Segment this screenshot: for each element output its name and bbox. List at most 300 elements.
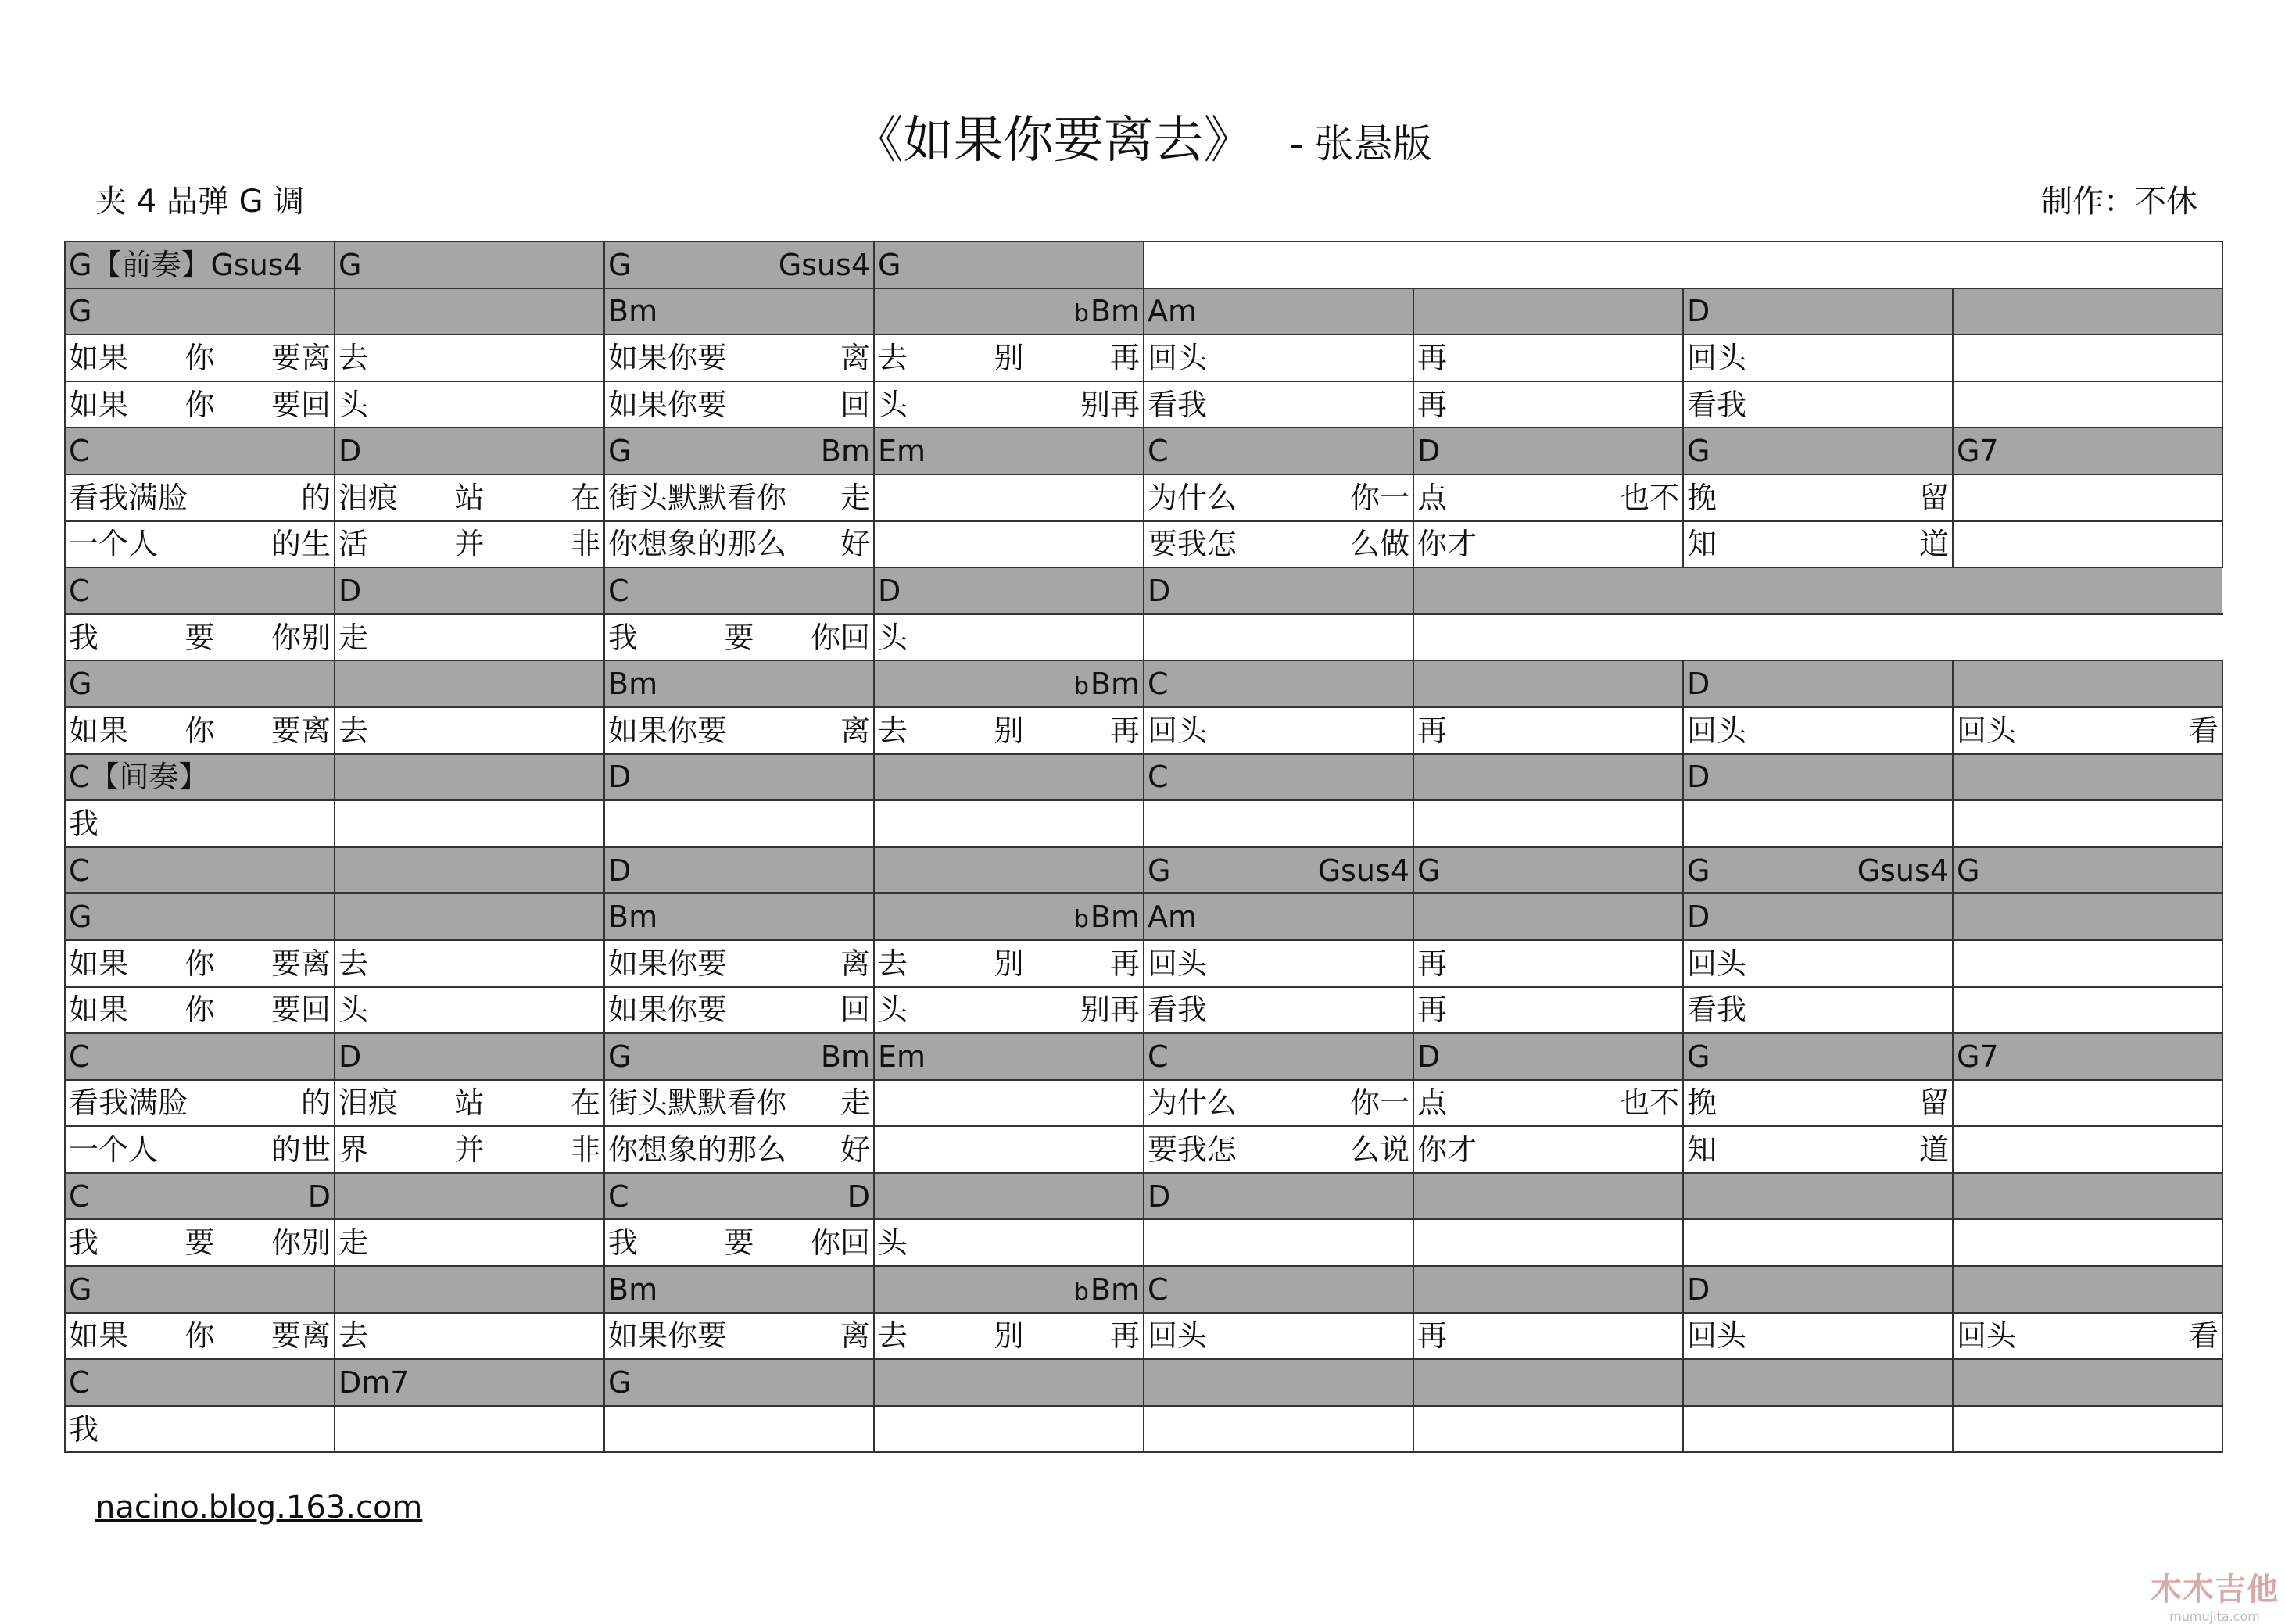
chord-cell [335, 567, 604, 614]
lyric-text: 你别 [270, 620, 331, 655]
lyric-text: 一个人 [69, 527, 159, 562]
lyric-row [65, 474, 2222, 521]
lyric-text: 如果你要 [608, 340, 728, 375]
lyric-cell [65, 707, 335, 754]
chord-label: Bm [608, 294, 658, 329]
lyric-cell [874, 1313, 1144, 1360]
lyric-text: 看 [2188, 1318, 2219, 1354]
chord-label: Gsus4 [1857, 853, 1949, 888]
lyric-text: 点 [1417, 1086, 1448, 1121]
chord-label: Bm [608, 667, 658, 702]
chord-cell [335, 893, 604, 940]
lyric-cell [1953, 381, 2222, 428]
chord-label: C [69, 853, 90, 888]
chord-cell [65, 847, 335, 894]
chord-cell [65, 893, 335, 940]
lyric-text: 再 [1417, 340, 1448, 375]
lyric-text: 去 [878, 1318, 908, 1354]
lyric-text: 要离 [270, 340, 331, 375]
lyric-text: 要 [724, 620, 754, 655]
lyric-cell [1144, 1406, 1413, 1453]
chord-label: Em [878, 1039, 926, 1074]
chord-cell [874, 660, 1144, 707]
chord-row [65, 893, 2222, 940]
lyric-cell [874, 381, 1144, 428]
lyric-text: 再 [1417, 713, 1448, 748]
chord-cell [1953, 427, 2222, 474]
chord-label: Em [878, 434, 926, 469]
lyric-text: 再 [1109, 946, 1140, 981]
chord-row [65, 754, 2222, 801]
lyric-cell [1413, 381, 1683, 428]
lyric-text: 你 [184, 387, 215, 422]
chord-cell [335, 1173, 604, 1220]
chord-cell [1683, 1173, 1953, 1220]
lyric-text: 看我满脸 [69, 480, 188, 515]
chord-cell [604, 754, 874, 801]
lyric-text: 你回 [810, 1225, 870, 1261]
lyric-text: 去 [338, 340, 369, 375]
lyric-text: 的世 [270, 1132, 331, 1168]
lyric-text: 要我怎 [1148, 527, 1237, 562]
chord-label: C [69, 1039, 90, 1074]
chord-label: D [307, 1179, 331, 1214]
chord-cell [1953, 1173, 2222, 1220]
lyric-text: 留 [1918, 1086, 1949, 1121]
lyric-text: 看我满脸 [69, 1086, 188, 1121]
lyric-text: 看 [2188, 713, 2219, 748]
lyric-cell [874, 1126, 1144, 1173]
lyric-text: 离 [840, 340, 870, 375]
chord-cell [1683, 1359, 1953, 1406]
title-version: 张悬版 [1314, 121, 1432, 166]
lyric-text: 看我 [1148, 993, 1208, 1028]
chord-cell [1144, 660, 1413, 707]
title-main: 《如果你要离去》 [853, 112, 1254, 170]
lyric-text: 回 [840, 993, 870, 1028]
lyric-text: 你 [184, 1318, 215, 1354]
lyric-text: 别 [994, 713, 1024, 748]
lyric-text: 活 [338, 527, 369, 562]
lyric-cell [1683, 707, 1953, 754]
chord-cell [1413, 288, 1683, 335]
lyric-text: 我 [69, 1411, 99, 1447]
lyric-text: 你想象的那么 [608, 527, 787, 562]
chord-cell [1683, 847, 1953, 894]
lyric-text: 你回 [810, 620, 870, 655]
lyric-text: 如果 [69, 946, 129, 981]
lyric-text: 非 [570, 1132, 600, 1168]
lyric-cell [1144, 1313, 1413, 1360]
chord-label: Bm [608, 900, 658, 935]
lyric-text: 回头 [1687, 1318, 1747, 1354]
chord-cell [1683, 660, 1953, 707]
lyric-text: 留 [1918, 480, 1949, 515]
lyric-row [65, 1126, 2222, 1173]
lyric-cell [335, 474, 604, 521]
lyric-row [65, 1219, 2222, 1266]
lyric-text: 再 [1417, 993, 1448, 1028]
lyric-text: 看我 [1687, 993, 1747, 1028]
lyric-cell [874, 940, 1144, 987]
lyric-cell [1144, 474, 1413, 521]
chord-cell [65, 288, 335, 335]
blog-link[interactable]: nacino.blog.163.com [95, 1490, 423, 1526]
lyric-row [65, 940, 2222, 987]
lyric-text: 别再 [1080, 993, 1140, 1028]
chord-label: C [69, 1365, 90, 1400]
lyric-row [65, 1406, 2222, 1453]
chord-row [65, 427, 2222, 474]
lyric-cell [65, 940, 335, 987]
lyric-cell [1953, 1313, 2222, 1360]
chord-label: D [1148, 1179, 1171, 1214]
lyric-text: 街头默默看你 [608, 1086, 787, 1121]
chord-cell [604, 660, 874, 707]
lyric-text: 站 [454, 1086, 485, 1121]
chord-cell [604, 1266, 874, 1313]
chord-label: D [1687, 760, 1710, 795]
chord-label: G [1417, 853, 1441, 888]
lyric-text: 我 [69, 1225, 99, 1261]
lyric-text: 好 [840, 527, 870, 562]
chord-label: G [608, 1039, 632, 1074]
chord-cell [65, 1359, 335, 1406]
lyric-text: 头 [878, 387, 908, 422]
chord-label: D [608, 853, 632, 888]
lyric-text: 如果 [69, 1318, 129, 1354]
chord-cell [874, 1266, 1144, 1313]
chord-cell [604, 567, 874, 614]
lyric-cell [604, 1080, 874, 1127]
chord-label: C [608, 573, 629, 608]
chord-row [65, 1359, 2222, 1406]
lyric-cell [1953, 1406, 2222, 1453]
lyric-cell [1683, 1080, 1953, 1127]
lyric-text: 我 [69, 806, 99, 841]
lyric-text: 知 [1687, 1132, 1717, 1168]
lyric-text: 回头 [1148, 946, 1208, 981]
chord-cell [1683, 288, 1953, 335]
chord-cell [874, 754, 1144, 801]
lyric-text: 并 [454, 527, 485, 562]
lyric-text: 如果 [69, 713, 129, 748]
chord-label: Am [1148, 900, 1198, 935]
chord-label: D [1687, 667, 1710, 702]
chord-label: C [1148, 434, 1169, 469]
chord-cell [335, 241, 604, 288]
lyric-row [65, 334, 2222, 381]
chord-cell [1683, 754, 1953, 801]
lyric-text: 我 [608, 620, 639, 655]
lyric-cell [1413, 800, 1683, 847]
chord-cell [1953, 1033, 2222, 1080]
lyric-cell [335, 1313, 604, 1360]
lyric-text: 道 [1918, 527, 1949, 562]
chord-cell [65, 427, 335, 474]
lyric-cell [1683, 334, 1953, 381]
chord-cell [1144, 754, 1413, 801]
lyric-cell [604, 1126, 874, 1173]
lyric-cell [1953, 707, 2222, 754]
lyric-cell [1413, 1406, 1683, 1453]
lyric-cell [65, 1313, 335, 1360]
chord-row [65, 1266, 2222, 1313]
chord-cell [65, 567, 335, 614]
lyric-cell [65, 334, 335, 381]
lyric-text: 也不 [1619, 1086, 1679, 1121]
lyric-cell [335, 1406, 604, 1453]
lyric-text: 别 [994, 340, 1024, 375]
chord-cell [335, 847, 604, 894]
chord-cell [604, 893, 874, 940]
lyric-cell [1144, 334, 1413, 381]
chord-label: D [1148, 573, 1171, 608]
lyric-text: 知 [1687, 527, 1717, 562]
lyric-text: 你才 [1417, 1132, 1477, 1168]
lyric-text: 如果你要 [608, 993, 728, 1028]
lyric-cell [1413, 1313, 1683, 1360]
lyric-text: 别再 [1080, 387, 1140, 422]
chord-cell [1683, 1033, 1953, 1080]
chord-label: G [608, 1365, 632, 1400]
lyric-cell [604, 521, 874, 568]
lyric-text: 我 [608, 1225, 639, 1261]
lyric-cell [1953, 987, 2222, 1034]
lyric-cell [335, 800, 604, 847]
lyric-cell [874, 521, 1144, 568]
lyric-text: 你 [184, 713, 215, 748]
lyric-text: 走 [840, 1086, 870, 1121]
lyric-cell [1683, 987, 1953, 1034]
lyric-row [65, 987, 2222, 1034]
chord-cell [874, 1359, 1144, 1406]
chord-label: bBm [1073, 667, 1140, 702]
empty-cell [1413, 567, 2222, 614]
lyric-cell [1413, 1126, 1683, 1173]
lyric-cell [1413, 1080, 1683, 1127]
song-title [0, 100, 2285, 172]
lyric-text: 挽 [1687, 1086, 1717, 1121]
chord-cell [1413, 1359, 1683, 1406]
lyric-text: 再 [1109, 713, 1140, 748]
lyric-text: 回头 [1957, 1318, 2017, 1354]
chord-label: bBm [1073, 294, 1140, 329]
lyric-text: 界 [338, 1132, 369, 1168]
lyric-cell [1144, 707, 1413, 754]
lyric-text: 再 [1417, 946, 1448, 981]
chord-label: C [1148, 667, 1169, 702]
lyric-text: 好 [840, 1132, 870, 1168]
chord-label: C [608, 1179, 629, 1214]
chord-cell [335, 754, 604, 801]
lyric-cell [65, 987, 335, 1034]
chord-cell [1413, 660, 1683, 707]
lyric-cell [1144, 1080, 1413, 1127]
lyric-cell [1683, 474, 1953, 521]
lyric-cell [335, 334, 604, 381]
chord-cell [1413, 893, 1683, 940]
lyric-cell [604, 381, 874, 428]
chord-row [65, 1033, 2222, 1080]
chord-cell [65, 1033, 335, 1080]
lyric-text: 要 [184, 1225, 215, 1261]
lyric-text: 再 [1417, 1318, 1448, 1354]
lyric-text: 离 [840, 946, 870, 981]
lyric-cell [335, 987, 604, 1034]
lyric-cell [1683, 1126, 1953, 1173]
lyric-cell [604, 474, 874, 521]
chord-cell [335, 1033, 604, 1080]
lyric-cell [1413, 940, 1683, 987]
chord-cell [1144, 1173, 1413, 1220]
chord-label: Gsus4 [778, 247, 870, 282]
chord-cell [1683, 893, 1953, 940]
lyric-text: 去 [338, 713, 369, 748]
lyric-text: 为什么 [1148, 480, 1237, 515]
lyric-text: 的 [300, 480, 331, 515]
lyric-text: 回 [840, 387, 870, 422]
lyric-cell [65, 521, 335, 568]
lyric-row [65, 1080, 2222, 1127]
maker-credit: 制作：不休 [2041, 184, 2197, 220]
lyric-text: 如果你要 [608, 946, 728, 981]
lyric-text: 头 [878, 1225, 908, 1261]
chord-label: Bm [608, 1272, 658, 1307]
capo-info: 夹 4 品弹 G 调 [95, 184, 305, 220]
chord-label: D [1417, 1039, 1441, 1074]
lyric-cell [65, 474, 335, 521]
chord-cell [604, 847, 874, 894]
chord-label: C [69, 434, 90, 469]
chord-label: G【前奏】Gsus4 [69, 247, 303, 282]
lyric-text: 要 [724, 1225, 754, 1261]
lyric-cell [1413, 987, 1683, 1034]
chord-cell [65, 241, 335, 288]
lyric-cell [1144, 800, 1413, 847]
chord-row [65, 1173, 2222, 1220]
lyric-row [65, 1313, 2222, 1360]
chord-cell [604, 1173, 874, 1220]
chord-cell [1413, 847, 1683, 894]
chord-cell [874, 288, 1144, 335]
chord-cell [65, 660, 335, 707]
lyric-cell [1683, 1313, 1953, 1360]
lyric-text: 看我 [1148, 387, 1208, 422]
lyric-text: 再 [1109, 340, 1140, 375]
lyric-text: 去 [338, 1318, 369, 1354]
lyric-cell [1683, 940, 1953, 987]
chord-label: G [69, 667, 92, 702]
lyric-cell [335, 940, 604, 987]
lyric-cell [335, 381, 604, 428]
chord-label: C [1148, 1039, 1169, 1074]
lyric-text: 别 [994, 946, 1024, 981]
lyric-text: 如果 [69, 387, 129, 422]
chord-label: C【间奏】 [69, 760, 209, 795]
chord-cell [335, 288, 604, 335]
chord-cell [874, 847, 1144, 894]
chord-sheet-table [64, 241, 2223, 1453]
chord-label: bBm [1073, 900, 1140, 935]
chord-label: D [338, 434, 362, 469]
lyric-text: 一个人 [69, 1132, 159, 1168]
chord-cell [874, 893, 1144, 940]
watermark-url: mumujita.com [2169, 1609, 2260, 1624]
chord-label: D [608, 760, 632, 795]
chord-cell [65, 1173, 335, 1220]
chord-label: C [69, 1179, 90, 1214]
lyric-cell [1953, 334, 2222, 381]
chord-cell [1953, 893, 2222, 940]
lyric-text: 要回 [270, 387, 331, 422]
lyric-cell [335, 1126, 604, 1173]
lyric-cell [1144, 381, 1413, 428]
lyric-text: 离 [840, 713, 870, 748]
chord-cell [604, 241, 874, 288]
chord-label: D [1687, 1272, 1710, 1307]
lyric-cell [1413, 521, 1683, 568]
chord-label: Gsus4 [1317, 853, 1409, 888]
lyric-text: 你一 [1349, 1086, 1409, 1121]
chord-cell [1413, 1033, 1683, 1080]
lyric-cell [874, 707, 1144, 754]
lyric-text: 要离 [270, 1318, 331, 1354]
lyric-text: 头 [878, 620, 908, 655]
chord-cell [1953, 660, 2222, 707]
chord-label: G [1957, 853, 1980, 888]
lyric-text: 回头 [1957, 713, 2017, 748]
lyric-text: 去 [338, 946, 369, 981]
lyric-text: 头 [878, 993, 908, 1028]
lyric-cell [1953, 1126, 2222, 1173]
lyric-text: 我 [69, 620, 99, 655]
chord-cell [335, 427, 604, 474]
lyric-text: 要 [184, 620, 215, 655]
lyric-cell [65, 1406, 335, 1453]
lyric-row [65, 381, 2222, 428]
lyric-cell [874, 987, 1144, 1034]
lyric-text: 你 [184, 340, 215, 375]
lyric-text: 在 [570, 480, 600, 515]
lyric-cell [1413, 1219, 1683, 1266]
chord-label: G [69, 1272, 92, 1307]
lyric-text: 去 [878, 946, 908, 981]
empty-cell [1413, 614, 2222, 661]
chord-label: D [338, 1039, 362, 1074]
lyric-cell [604, 1219, 874, 1266]
lyric-text: 去 [878, 340, 908, 375]
chord-cell [1144, 567, 1413, 614]
chord-cell [1953, 1266, 2222, 1313]
chord-cell [604, 1033, 874, 1080]
lyric-text: 走 [338, 1225, 369, 1261]
lyric-text: 再 [1109, 1318, 1140, 1354]
lyric-cell [1144, 1126, 1413, 1173]
chord-cell [1413, 754, 1683, 801]
lyric-cell [1144, 521, 1413, 568]
chord-label: G [1687, 1039, 1710, 1074]
chord-cell [1683, 1266, 1953, 1313]
chord-row [65, 847, 2222, 894]
lyric-text: 头 [338, 387, 369, 422]
lyric-row [65, 521, 2222, 568]
empty-cell [1144, 241, 2222, 288]
lyric-cell [1683, 800, 1953, 847]
chord-label: G [878, 247, 901, 282]
chord-label: D [1687, 294, 1710, 329]
chord-cell [335, 1359, 604, 1406]
